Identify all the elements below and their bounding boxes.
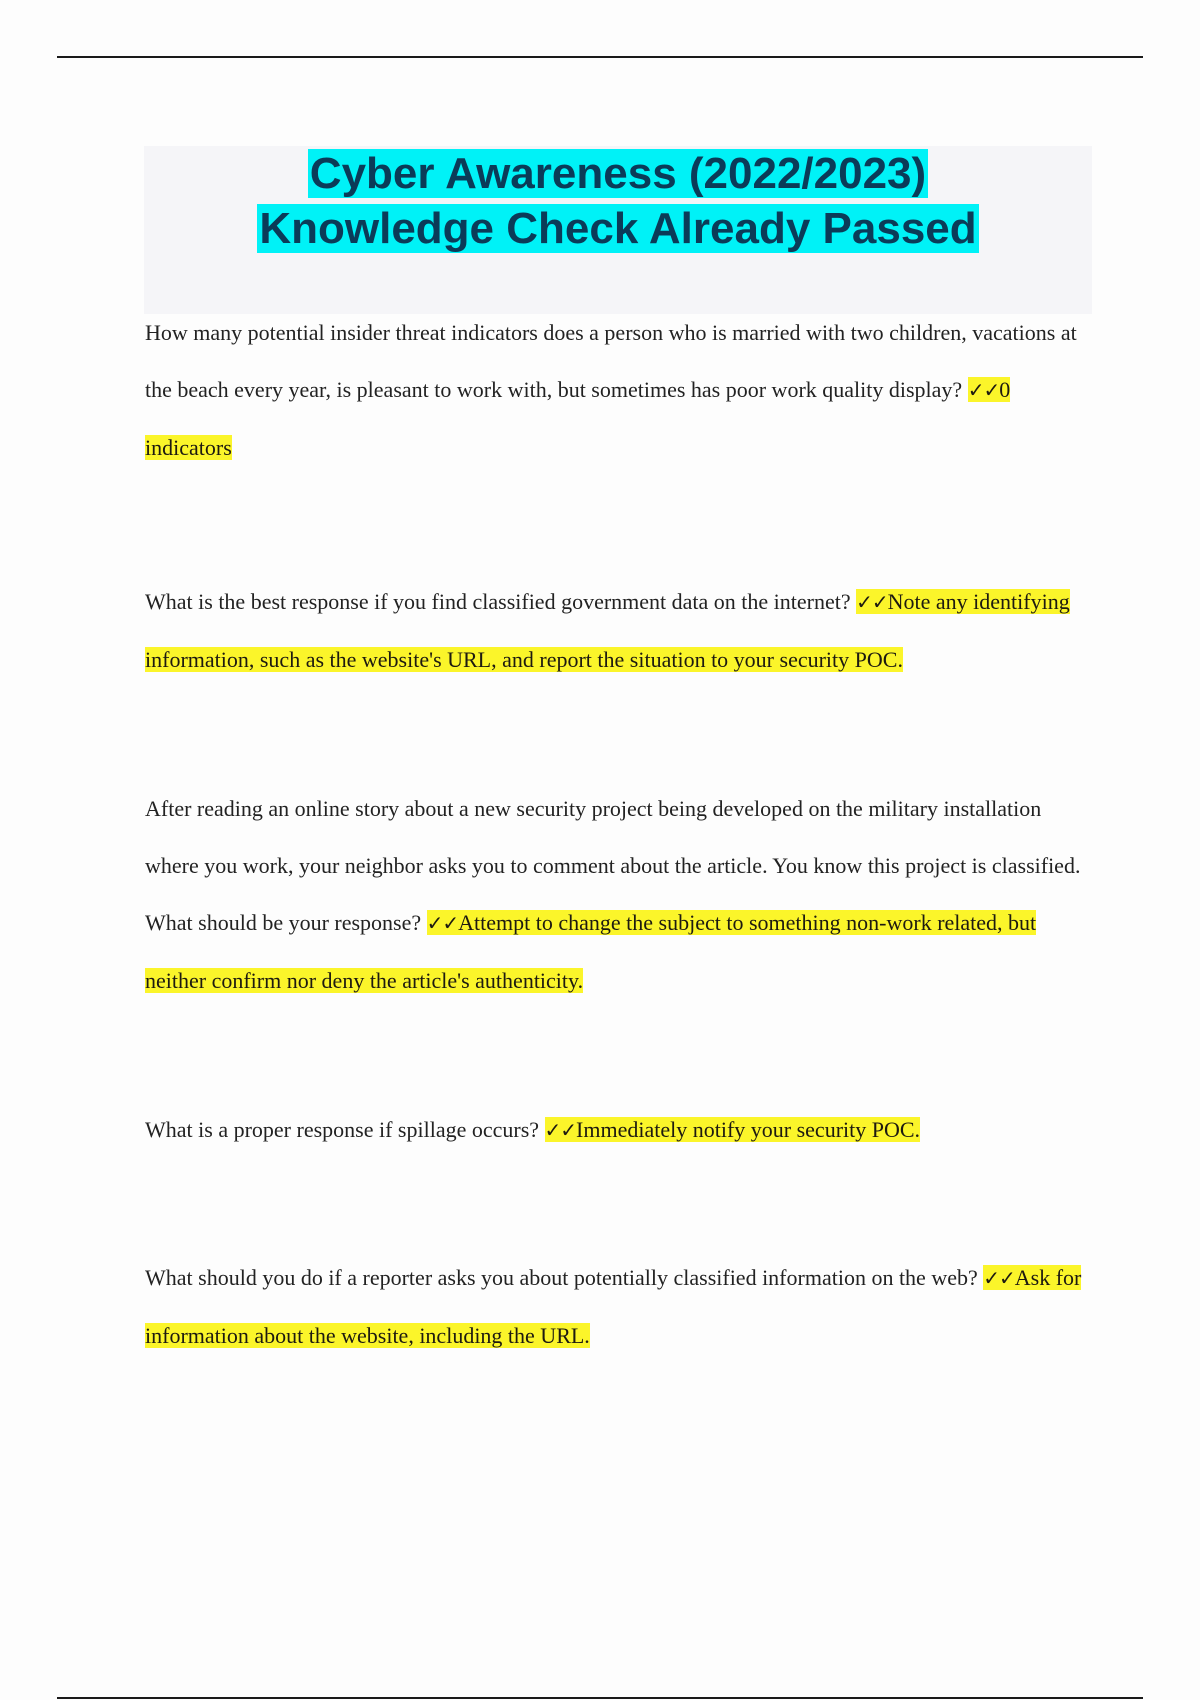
double-check-icon: ✓✓ [983, 1266, 1015, 1290]
answer-text: Immediately notify your security POC. [576, 1117, 921, 1142]
question-text: What is a proper response if spillage occurs? [145, 1117, 540, 1142]
title-banner [144, 146, 1092, 314]
double-check-icon: ✓✓ [544, 1118, 577, 1142]
question-item [145, 1101, 1090, 1159]
question-text: What is the best response if you find classified government data on the internet? [145, 589, 851, 614]
answer-text: Attempt to change the subject to something non-work related, but neither confirm nor deny the article's authenticity. [145, 910, 1037, 993]
answer-text: 0 indicators [145, 377, 1011, 460]
answer-highlight [545, 1117, 921, 1142]
question-text: How many potential insider threat indicators does a person who is married with two children, vacations at the beach every year, is pleasant to work with, but sometimes has poor work quality display? [145, 320, 1077, 402]
question-list [145, 300, 1090, 1364]
question-item [145, 1249, 1090, 1364]
double-check-icon: ✓✓ [856, 590, 888, 614]
answer-text: Ask for information about the website, including the URL. [145, 1265, 1082, 1348]
question-item [145, 780, 1090, 1009]
header-rule [57, 56, 1143, 58]
question-item [145, 304, 1090, 476]
answer-text: Note any identifying information, such as the website's URL, and report the situation to your security POC. [145, 589, 1070, 672]
document-title-line-2: Knowledge Check Already Passed [259, 204, 977, 253]
question-text: After reading an online story about a new security project being developed on the military installation where you work, your neighbor asks you to comment about the article. You know this project is classified. What should be your response? [145, 796, 1081, 935]
document-title-line-1: Cyber Awareness (2022/2023) [309, 149, 927, 198]
question-text: What should you do if a reporter asks you about potentially classified information on the web? [145, 1265, 978, 1290]
double-check-icon: ✓✓ [426, 911, 459, 935]
double-check-icon: ✓✓ [967, 378, 1000, 402]
question-item [145, 573, 1090, 688]
footer-rule [57, 1697, 1143, 1699]
